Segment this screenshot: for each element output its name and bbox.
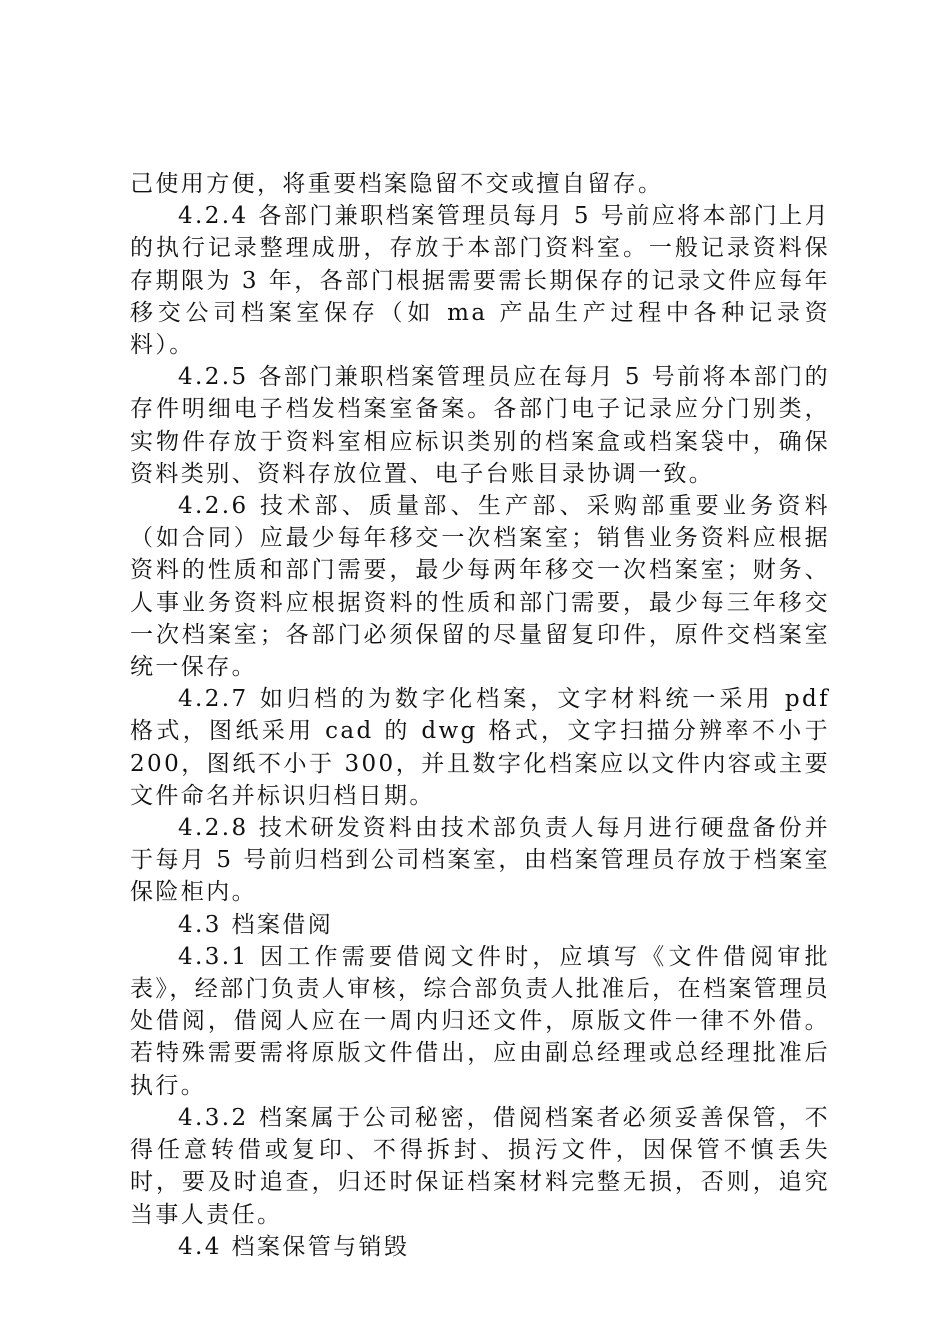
paragraph-4-2-6: 4.2.6 技术部、质量部、生产部、采购部重要业务资料（如合同）应最少每年移交一次档案室；销售业务资料应根据资料的性质和部门需要，最少每两年移交一次档案室；财务、人事业务资料应根据资料的性质和部门需要，最少每三年移交一次档案室；各部门必须保留的尽量留复印件，原件交档案室统一保存。 <box>130 493 830 681</box>
paragraph-4-2-8: 4.2.8 技术研发资料由技术部负责人每月进行硬盘备份并于每月 5 号前归档到公司档案室，由档案管理员存放于档案室保险柜内。 <box>130 815 830 906</box>
paragraph-4-3-1: 4.3.1 因工作需要借阅文件时，应填写《文件借阅审批表》，经部门负责人审核，综合部负责人批准后，在档案管理员处借阅，借阅人应在一周内归还文件，原版文件一律不外借。若特殊需要需将原版文件借出，应由副总经理或总经理批准后执行。 <box>130 943 830 1099</box>
paragraph-continuation: 己使用方便，将重要档案隐留不交或擅自留存。 <box>130 171 664 197</box>
paragraph-4-2-5: 4.2.5 各部门兼职档案管理员应在每月 5 号前将本部门的存件明细电子档发档案室备案。各部门电子记录应分门别类，实物件存放于资料室相应标识类别的档案盒或档案袋中，确保资料类别、资料存放位置、电子台账目录协调一致。 <box>130 364 830 487</box>
paragraph-4-2-4: 4.2.4 各部门兼职档案管理员每月 5 号前应将本部门上月的执行记录整理成册，存放于本部门资料室。一般记录资料保存期限为 3 年，各部门根据需要需长期保存的记录文件应每年移交公司档案室保存（如 ma 产品生产过程中各种记录资料）。 <box>130 203 830 359</box>
paragraph-4-2-7: 4.2.7 如归档的为数字化档案，文字材料统一采用 pdf 格式，图纸采用 cad 的 dwg 格式，文字扫描分辨率不小于 200，图纸不小于 300，并且数字化档案应以文件内容或主要文件命名并标识归档日期。 <box>130 686 830 809</box>
document-body <box>130 168 830 1263</box>
paragraph-4-3-2: 4.3.2 档案属于公司秘密，借阅档案者必须妥善保管，不得任意转借或复印、不得拆封、损污文件，因保管不慎丢失时，要及时追查，归还时保证档案材料完整无损，否则，追究当事人责任。 <box>130 1104 830 1228</box>
section-heading-4-3: 4.3 档案借阅 <box>178 911 334 938</box>
section-heading-4-4: 4.4 档案保管与销毁 <box>178 1233 410 1260</box>
